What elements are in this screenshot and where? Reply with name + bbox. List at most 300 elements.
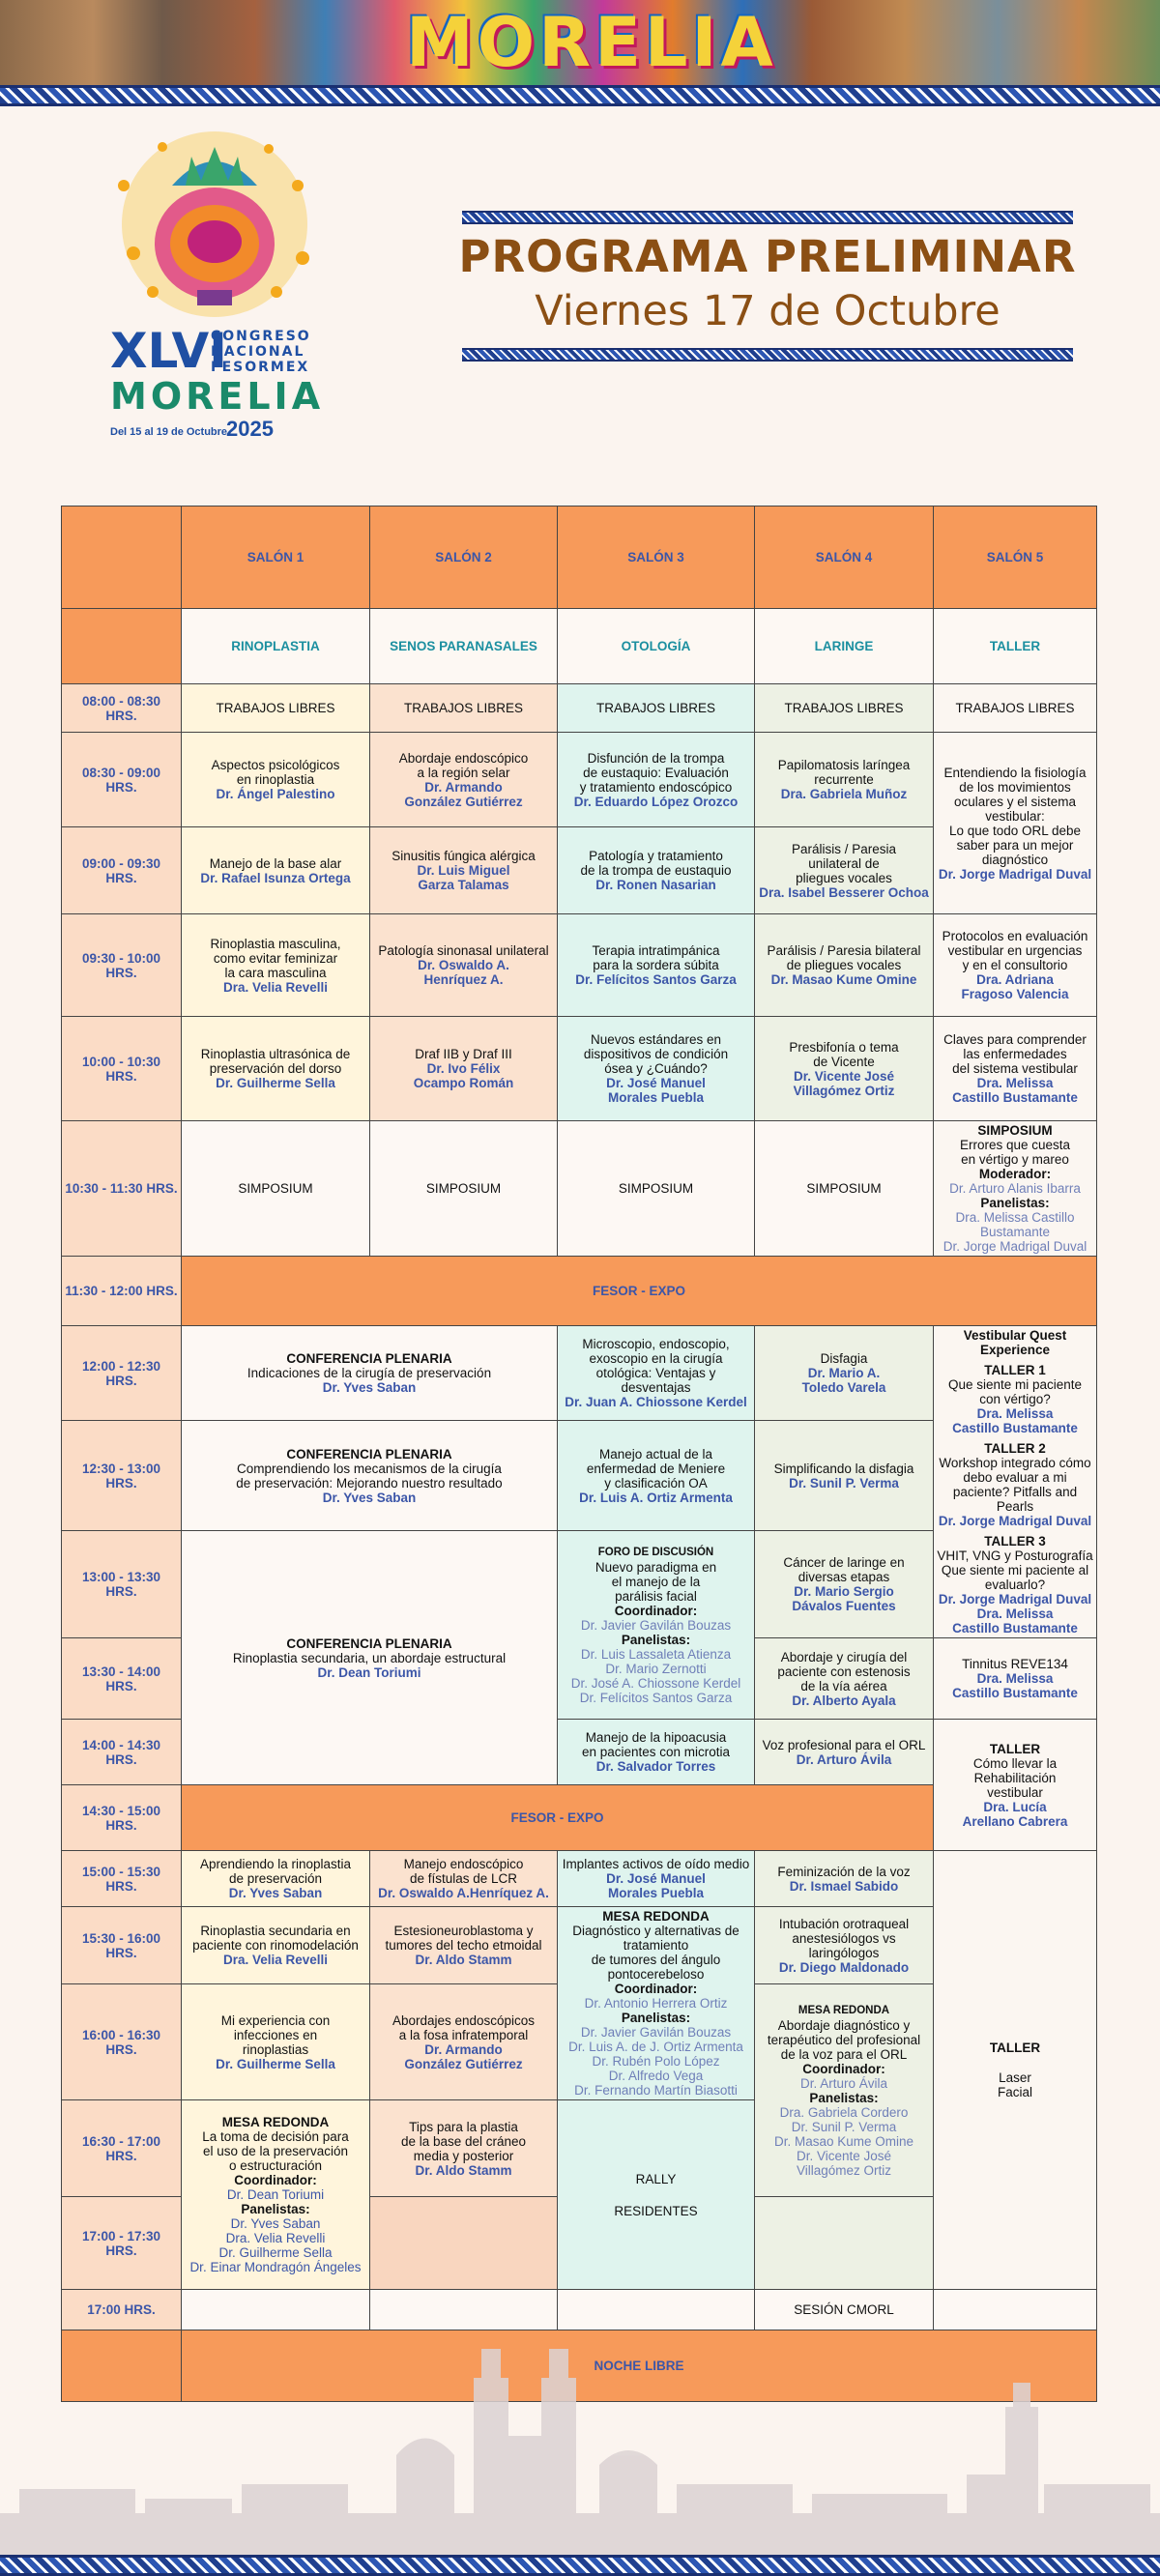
speaker-name: Fragoso Valencia: [961, 987, 1069, 1001]
empty-cell: [755, 2197, 934, 2290]
talk-title: y clasificación OA: [604, 1475, 708, 1491]
speaker-name: Dr. Yves Saban: [322, 1380, 417, 1395]
speaker-name: Dr. Eduardo López Orozco: [573, 794, 739, 809]
logo-numeral: XLVI: [110, 323, 227, 379]
session-type: CONFERENCIA PLENARIA: [286, 1351, 452, 1366]
session-cell: [755, 1907, 934, 1984]
speaker-name: Dávalos Fuentes: [792, 1599, 896, 1613]
header-row: [62, 507, 1097, 609]
talk-title: Patología sinonasal unilateral: [378, 943, 549, 958]
talk-title: Manejo de la base alar: [209, 855, 342, 871]
session-cell: [558, 1017, 755, 1121]
session-cell: SESIÓN CMORL: [755, 2290, 934, 2330]
session-cell: [182, 733, 370, 827]
talk-title: Microscopio, endoscopio,: [582, 1337, 730, 1351]
logo-line-3: FESORMEX: [211, 360, 310, 375]
role-label: Coordinador:: [614, 1603, 698, 1618]
session-type: MESA REDONDA: [798, 2004, 890, 2016]
speaker-name: Dra. Melissa: [976, 1671, 1054, 1686]
session-cell: [934, 1851, 1097, 2290]
round-table-cell: [182, 2100, 370, 2290]
role-label: Panelistas:: [809, 2090, 879, 2105]
speaker-name: Dr. Vicente José: [793, 1068, 895, 1084]
session-cell: [558, 914, 755, 1017]
workshop-title: TALLER 2: [984, 1441, 1046, 1456]
session-cell: [755, 1531, 934, 1638]
banner-city-word: MORELIA: [406, 3, 777, 82]
time-slot: 10:00 - 10:30 HRS.: [62, 1017, 182, 1121]
talk-title: Cómo llevar la: [972, 1755, 1058, 1771]
speaker-name: Dr. Alberto Ayala: [792, 1693, 896, 1708]
session-type: TALLER: [989, 2041, 1041, 2055]
speaker-name: Dr. Aldo Stamm: [415, 2162, 512, 2178]
talk-title: de eustaquio: Evaluación: [583, 765, 729, 780]
talk-title: Entendiendo la fisiología: [943, 765, 1087, 780]
session-cell: TRABAJOS LIBRES: [370, 684, 558, 733]
talk-title: enfermedad de Meniere: [586, 1461, 726, 1476]
session-type: RALLY: [635, 2171, 677, 2186]
logo-year: 2025: [226, 417, 274, 441]
talk-title: Implantes activos de oído medio: [562, 1857, 750, 1871]
speaker-name: Dr. Felícitos Santos Garza: [579, 1690, 733, 1705]
speaker-name: Castillo Bustamante: [952, 1090, 1078, 1105]
session-cell: [182, 914, 370, 1017]
talk-title: vestibular en urgencias: [947, 943, 1083, 958]
speaker-name: Dr. Oswaldo A.: [418, 958, 509, 972]
talk-title: Protocolos en evaluación: [942, 929, 1088, 943]
speaker-name: Dr. Aldo Stamm: [415, 1953, 512, 1967]
session-cell: [558, 1720, 755, 1785]
speaker-name: Dr. Antonio Herrera Ortiz: [584, 1996, 728, 2011]
talk-title: Rehabilitación: [973, 1770, 1057, 1785]
logo-line-2: NACIONAL: [211, 344, 305, 360]
speaker-name: Dra. Gabriela Muñoz: [780, 787, 908, 801]
speaker-name: González Gutiérrez: [404, 2056, 523, 2071]
session-cell: TRABAJOS LIBRES: [934, 684, 1097, 733]
speaker-name: Dr. Masao Kume Omine: [770, 972, 917, 987]
speaker-name: Dr. Sunil P. Verma: [789, 1475, 899, 1491]
session-cell: [558, 1851, 755, 1907]
title-ornament-top: [462, 211, 1073, 224]
speaker-name: Dra. Isabel Besserer Ochoa: [759, 884, 929, 900]
speaker-name: Villagómez Ortiz: [796, 2162, 892, 2178]
speaker-name: Dr. Alfredo Vega: [608, 2069, 704, 2083]
session-cell: [370, 914, 558, 1017]
talk-title: infecciones en: [233, 2027, 318, 2042]
room-header: SALÓN 2: [370, 507, 558, 609]
header-banner-photo: [0, 0, 1160, 85]
speaker-name: Dr. Dean Toriumi: [226, 2187, 325, 2202]
talk-title: saber para un mejor: [956, 837, 1074, 853]
talk-title: de la vía aérea: [800, 1678, 887, 1693]
talk-title: de la voz para el ORL: [780, 2046, 908, 2062]
speaker-name: Garza Talamas: [418, 878, 509, 892]
speaker-name: Dr. Salvador Torres: [595, 1759, 716, 1774]
speaker-name: Dr. Dean Toriumi: [317, 1664, 421, 1680]
title-ornament-bottom: [462, 348, 1073, 362]
time-slot: 10:30 - 11:30 HRS.: [62, 1121, 182, 1257]
talk-title: Voz profesional para el ORL: [762, 1737, 926, 1752]
talk-title: paciente con estenosis: [777, 1664, 911, 1679]
talk-title: dispositivos de condición: [583, 1047, 729, 1061]
workshop-title: TALLER 1: [984, 1363, 1046, 1377]
talk-title: y tratamiento endoscópico: [579, 779, 733, 795]
session-cell: [934, 914, 1097, 1017]
track-label: LARINGE: [755, 609, 934, 684]
city-skyline-illustration: [0, 2320, 1160, 2555]
session-cell: [755, 1017, 934, 1121]
session-cell: [182, 1851, 370, 1907]
talk-title: Abordaje y cirugía del: [780, 1649, 908, 1664]
talk-title: el uso de la preservación: [202, 2144, 349, 2158]
speaker-name: Dra. Velia Revelli: [222, 1953, 329, 1967]
speaker-name: Ocampo Román: [413, 1076, 514, 1090]
talk-title: Rinoplastia secundaria, un abordaje estructural: [232, 1650, 507, 1665]
session-cell: [755, 1851, 934, 1907]
role-label: Panelistas:: [241, 2202, 310, 2216]
session-cell: [755, 1326, 934, 1421]
talk-title: Indicaciones de la cirugía de preservación: [246, 1366, 492, 1380]
speaker-name: Dr. Vicente José: [796, 2148, 892, 2163]
talk-title: recurrente: [814, 772, 874, 787]
speaker-name: Dr. Oswaldo A.Henríquez A.: [378, 1886, 549, 1900]
talk-title: en vértigo y mareo: [961, 1152, 1069, 1167]
speaker-name: Dra. Velia Revelli: [222, 979, 329, 995]
time-row: [62, 1851, 1097, 1907]
speaker-name: Dr. Guilherme Sella: [216, 1076, 335, 1090]
talk-title: o estructuración: [228, 2158, 323, 2173]
speaker-name: Dr. Juan A. Chiossone Kerdel: [565, 1395, 747, 1409]
speaker-name: Dr. Yves Saban: [228, 1886, 323, 1900]
session-cell: [370, 733, 558, 827]
talk-title: para la sordera súbita: [593, 958, 719, 972]
talk-title: Manejo de la hipoacusia: [585, 1730, 727, 1745]
talk-title: Abordajes endoscópicos: [392, 2012, 536, 2028]
session-cell: [755, 1638, 934, 1720]
speaker-name: González Gutiérrez: [404, 794, 523, 809]
talk-title: La toma de decisión para: [202, 2129, 349, 2144]
page-subtitle: Viernes 17 de Octubre: [535, 287, 1000, 335]
time-slot: 17:00 - 17:30 HRS.: [62, 2197, 182, 2290]
talk-title: Claves para comprender: [943, 1032, 1087, 1047]
speaker-name: Dr. Arturo Alanis Ibarra: [949, 1181, 1081, 1196]
talk-title: Cáncer de laringe en: [783, 1555, 905, 1570]
talk-title: Nuevos estándares en: [590, 1032, 722, 1047]
time-row: [62, 1257, 1097, 1326]
speaker-name: Dr. Ángel Palestino: [216, 787, 335, 801]
talk-title: terapéutico del profesional: [767, 2032, 921, 2047]
session-cell: [755, 733, 934, 827]
talk-title: a la fosa infratemporal: [398, 2027, 529, 2042]
talk-title: diagnóstico: [981, 852, 1049, 867]
speaker-name: Dr. Luis Miguel: [417, 863, 510, 878]
speaker-name: Dra. Melissa: [976, 1406, 1054, 1421]
talk-title: Workshop integrado cómo: [939, 1456, 1091, 1470]
speaker-name: Dr. Ismael Sabido: [789, 1878, 899, 1894]
talk-title: de preservación: [228, 1871, 323, 1886]
talk-title: de la base del cráneo: [400, 2133, 527, 2149]
time-slot: 12:30 - 13:00 HRS.: [62, 1421, 182, 1531]
talk-title: el manejo de la: [611, 1574, 701, 1589]
talk-title: Simplificando la disfagia: [773, 1461, 914, 1476]
speaker-name: Dr. Luis A. Ortiz Armenta: [579, 1490, 733, 1505]
expo-break: FESOR - EXPO: [182, 1257, 1097, 1326]
logo-wordmark: [106, 321, 325, 454]
session-cell: [558, 733, 755, 827]
speaker-name: Villagómez Ortiz: [793, 1083, 895, 1098]
corner-cell: [62, 507, 182, 609]
speaker-name: Dr. Javier Gavilán Bouzas: [580, 2025, 732, 2040]
speaker-name: Dra. Melissa Castillo Bustamante: [955, 1210, 1075, 1239]
session-cell: [934, 1326, 1097, 1638]
session-type: TALLER: [989, 1741, 1041, 1756]
session-cell: [558, 1326, 755, 1421]
talk-title: Abordaje diagnóstico y: [777, 2017, 911, 2033]
time-slot: 09:00 - 09:30 HRS.: [62, 827, 182, 914]
talk-title: Disfagia: [820, 1351, 868, 1366]
role-label: Panelistas:: [621, 1632, 691, 1647]
time-slot: 08:30 - 09:00 HRS.: [62, 733, 182, 827]
decorative-band-bottom: [0, 2555, 1160, 2576]
role-label: Coordinador:: [802, 2061, 885, 2076]
speaker-name: Dra. Velia Revelli: [225, 2231, 326, 2245]
talk-title: de la trompa de eustaquio: [580, 863, 732, 878]
talk-title: anestesiólogos vs: [792, 1930, 896, 1946]
talk-title: las enfermedades: [963, 1047, 1067, 1061]
talk-title: Patología y tratamiento: [589, 849, 723, 863]
time-row: [62, 684, 1097, 733]
talk-title: Comprendiendo los mecanismos de la cirugía: [237, 1461, 502, 1476]
session-cell: [370, 1984, 558, 2100]
session-cell: [934, 733, 1097, 914]
speaker-name: Dr. Einar Mondragón Ángeles: [189, 2260, 362, 2274]
track-label: OTOLOGÍA: [558, 609, 755, 684]
speaker-name: Dra. Gabriela Cordero: [779, 2104, 909, 2120]
session-cell: [755, 827, 934, 914]
talk-title: Terapia intratimpánica: [592, 943, 720, 958]
speaker-name: Dra. Melissa: [976, 1076, 1054, 1090]
talk-title: laringólogos: [808, 1945, 880, 1960]
session-cell: [558, 2100, 755, 2290]
role-label: Coordinador:: [614, 1982, 698, 1996]
talk-title: Manejo endoscópico: [403, 1857, 524, 1871]
logo-line-1: CONGRESO: [211, 329, 311, 344]
time-row: [62, 1017, 1097, 1121]
speaker-name: Dr. Mario A.: [807, 1366, 881, 1380]
session-cell: TRABAJOS LIBRES: [182, 684, 370, 733]
time-slot: 13:30 - 14:00 HRS.: [62, 1638, 182, 1720]
time-row: [62, 914, 1097, 1017]
talk-title: Sinusitis fúngica alérgica: [392, 849, 536, 863]
talk-title: Tips para la plastia: [409, 2119, 518, 2134]
session-cell: [182, 1984, 370, 2100]
speaker-name: Dra. Melissa: [976, 1606, 1054, 1621]
talk-title: paciente? Pitfalls and: [952, 1485, 1078, 1499]
plenary-cell: [182, 1531, 558, 1785]
session-cell: [934, 1720, 1097, 1851]
speaker-name: Dr. Armando: [424, 2041, 503, 2057]
speaker-name: Dr. Jorge Madrigal Duval: [938, 1592, 1092, 1606]
time-slot: 15:00 - 15:30 HRS.: [62, 1851, 182, 1907]
talk-title: con vértigo?: [979, 1392, 1051, 1406]
time-slot: 17:00 HRS.: [62, 2290, 182, 2330]
talk-title: de fístulas de LCR: [409, 1871, 518, 1886]
speaker-name: Dr. Diego Maldonado: [778, 1959, 910, 1975]
round-table-cell: [558, 1907, 755, 2100]
session-cell: [182, 827, 370, 914]
talk-title: exoscopio en la cirugía: [589, 1351, 723, 1366]
speaker-name: Dr. Armando: [424, 779, 503, 795]
talk-title: pliegues vocales: [796, 870, 892, 885]
session-type: RESIDENTES: [614, 2203, 698, 2218]
talk-title: unilateral de: [808, 855, 880, 871]
session-cell: [182, 1017, 370, 1121]
expo-break: FESOR - EXPO: [182, 1785, 934, 1851]
talk-title: vestibular:: [985, 808, 1045, 824]
plenary-cell: [182, 1326, 558, 1421]
talk-title: media y posterior: [413, 2148, 514, 2163]
talk-title: Feminización de la voz: [777, 1864, 911, 1879]
talk-title: Estesioneuroblastoma y: [393, 1924, 534, 1938]
time-row: [62, 1326, 1097, 1421]
time-slot: 16:30 - 17:00 HRS.: [62, 2100, 182, 2197]
speaker-name: Dr. Ronen Nasarian: [595, 878, 716, 892]
session-cell: [934, 1017, 1097, 1121]
time-slot: 11:30 - 12:00 HRS.: [62, 1257, 182, 1326]
room-header: SALÓN 3: [558, 507, 755, 609]
page-title: PROGRAMA PRELIMINAR: [458, 231, 1077, 282]
speaker-name: Dr. Jorge Madrigal Duval: [942, 1239, 1088, 1254]
speaker-name: Dr. Arturo Ávila: [796, 1751, 892, 1767]
speaker-name: Dr. Fernando Martín Biasotti: [574, 2083, 738, 2098]
session-type: SIMPOSIUM: [977, 1123, 1053, 1138]
speaker-name: Dr. Arturo Ávila: [799, 2075, 888, 2091]
time-slot: 08:00 - 08:30 HRS.: [62, 684, 182, 733]
plenary-cell: [182, 1421, 558, 1531]
talk-title: Papilomatosis laríngea: [777, 758, 911, 772]
talk-title: Parálisis / Paresia: [791, 841, 897, 856]
speaker-name: Henríquez A.: [423, 972, 504, 987]
congress-logo: [104, 128, 325, 454]
speaker-name: Dr. Felícitos Santos Garza: [575, 972, 737, 987]
talk-title: Tinnitus REVE134: [962, 1657, 1068, 1671]
talk-title: de preservación: Mejorando nuestro resultado: [236, 1475, 503, 1491]
session-cell: [558, 1421, 755, 1531]
speaker-name: Dr. Jorge Madrigal Duval: [938, 866, 1092, 882]
talk-title: Parálisis / Paresia bilateral: [767, 943, 921, 958]
time-row: [62, 733, 1097, 827]
talk-title: Lo que todo ORL debe: [948, 823, 1082, 838]
talk-title: Presbifonía o tema: [789, 1039, 899, 1055]
talk-title: Pearls: [996, 1499, 1034, 1514]
talk-title: Draf IIB y Draf III: [415, 1047, 512, 1061]
talk-title: como evitar feminizar: [213, 950, 338, 966]
speaker-name: Dr. Guilherme Sella: [218, 2245, 333, 2260]
speaker-name: Dr. Masao Kume Omine: [773, 2133, 914, 2149]
talk-title: Nuevo paradigma en: [594, 1559, 717, 1575]
time-slot: 15:30 - 16:00 HRS.: [62, 1907, 182, 1984]
talk-title: Intubación orotraqueal: [778, 1916, 910, 1931]
corner-cell: [62, 609, 182, 684]
talk-title: Rinoplastia masculina,: [210, 936, 341, 951]
role-label: Moderador:: [978, 1167, 1052, 1181]
logo-city: MORELIA: [110, 375, 325, 418]
speaker-name: Dr. Yves Saban: [230, 2216, 321, 2231]
speaker-name: Dra. Adriana: [976, 972, 1054, 987]
time-slot: 16:00 - 16:30 HRS.: [62, 1984, 182, 2100]
time-slot: 14:00 - 14:30 HRS.: [62, 1720, 182, 1785]
speaker-name: Morales Puebla: [607, 1090, 705, 1105]
subheader-row: [62, 609, 1097, 684]
talk-title: de los movimientos: [959, 779, 1071, 795]
track-label: SENOS PARANASALES: [370, 609, 558, 684]
speaker-name: Dr. José Manuel: [606, 1076, 706, 1090]
empty-cell: [370, 2197, 558, 2290]
logo-dates: Del 15 al 19 de Octubre: [110, 426, 228, 438]
speaker-name: Dra. Lucía: [983, 1799, 1047, 1814]
time-slot: 13:00 - 13:30 HRS.: [62, 1531, 182, 1638]
role-label: Coordinador:: [234, 2173, 317, 2187]
talk-title: diversas etapas: [798, 1570, 890, 1584]
speaker-name: Dr. Luis Lassaleta Atienza: [580, 1646, 732, 1662]
speaker-name: Castillo Bustamante: [952, 1621, 1078, 1635]
session-cell: SIMPOSIUM: [558, 1121, 755, 1257]
track-label: RINOPLASTIA: [182, 609, 370, 684]
speaker-name: Dr. Guilherme Sella: [216, 2056, 335, 2071]
talk-title: Aspectos psicológicos: [211, 758, 340, 772]
logo-emblem-icon: [104, 128, 325, 321]
talk-title: debo evaluar a mi: [963, 1470, 1067, 1485]
talk-title: del sistema vestibular: [952, 1061, 1078, 1076]
talk-title: Diagnóstico y alternativas de tratamiento: [572, 1924, 740, 1953]
speaker-name: Arellano Cabrera: [962, 1813, 1068, 1829]
speaker-name: Dr. José A. Chiossone Kerdel: [570, 1675, 741, 1691]
room-header: SALÓN 4: [755, 507, 934, 609]
talk-title: de pliegues vocales: [786, 958, 902, 972]
time-row: [62, 1121, 1097, 1257]
session-cell: [934, 1638, 1097, 1720]
speaker-name: Dr. Rubén Polo López: [592, 2054, 720, 2069]
talk-title: la cara masculina: [224, 965, 327, 980]
session-cell: [370, 1851, 558, 1907]
role-label: Panelistas:: [621, 2011, 691, 2025]
talk-title: paciente con rinomodelación: [192, 1938, 359, 1953]
talk-title: tumores del techo etmoidal: [385, 1938, 542, 1953]
talk-title: Facial: [997, 2085, 1032, 2099]
track-label: TALLER: [934, 609, 1097, 684]
speaker-name: Dr. Yves Saban: [322, 1490, 417, 1505]
session-type: FORO DE DISCUSIÓN: [597, 1546, 714, 1558]
talk-title: Mi experiencia con: [220, 2012, 331, 2028]
talk-title: rinoplastias: [242, 2041, 309, 2057]
talk-title: de Vicente: [813, 1054, 875, 1069]
round-table-cell: [755, 1984, 934, 2197]
talk-title: Aprendiendo la rinoplastia: [199, 1857, 352, 1871]
talk-title: y en el consultorio: [962, 958, 1068, 972]
talk-title: de tumores del ángulo pontocerebeloso: [591, 1953, 721, 1982]
speaker-name: Castillo Bustamante: [952, 1686, 1078, 1700]
session-cell: [370, 1907, 558, 1984]
session-cell: [370, 2100, 558, 2197]
session-cell: SIMPOSIUM: [755, 1121, 934, 1257]
speaker-name: Dr. Sunil P. Verma: [791, 2119, 897, 2134]
room-header: SALÓN 5: [934, 507, 1097, 609]
closing-event: NOCHE LIBRE: [182, 2330, 1097, 2402]
session-cell: [370, 1017, 558, 1121]
talk-title: Abordaje endoscópico: [398, 750, 529, 766]
session-cell: SIMPOSIUM: [182, 1121, 370, 1257]
talk-title: Disfunción de la trompa: [587, 750, 725, 766]
